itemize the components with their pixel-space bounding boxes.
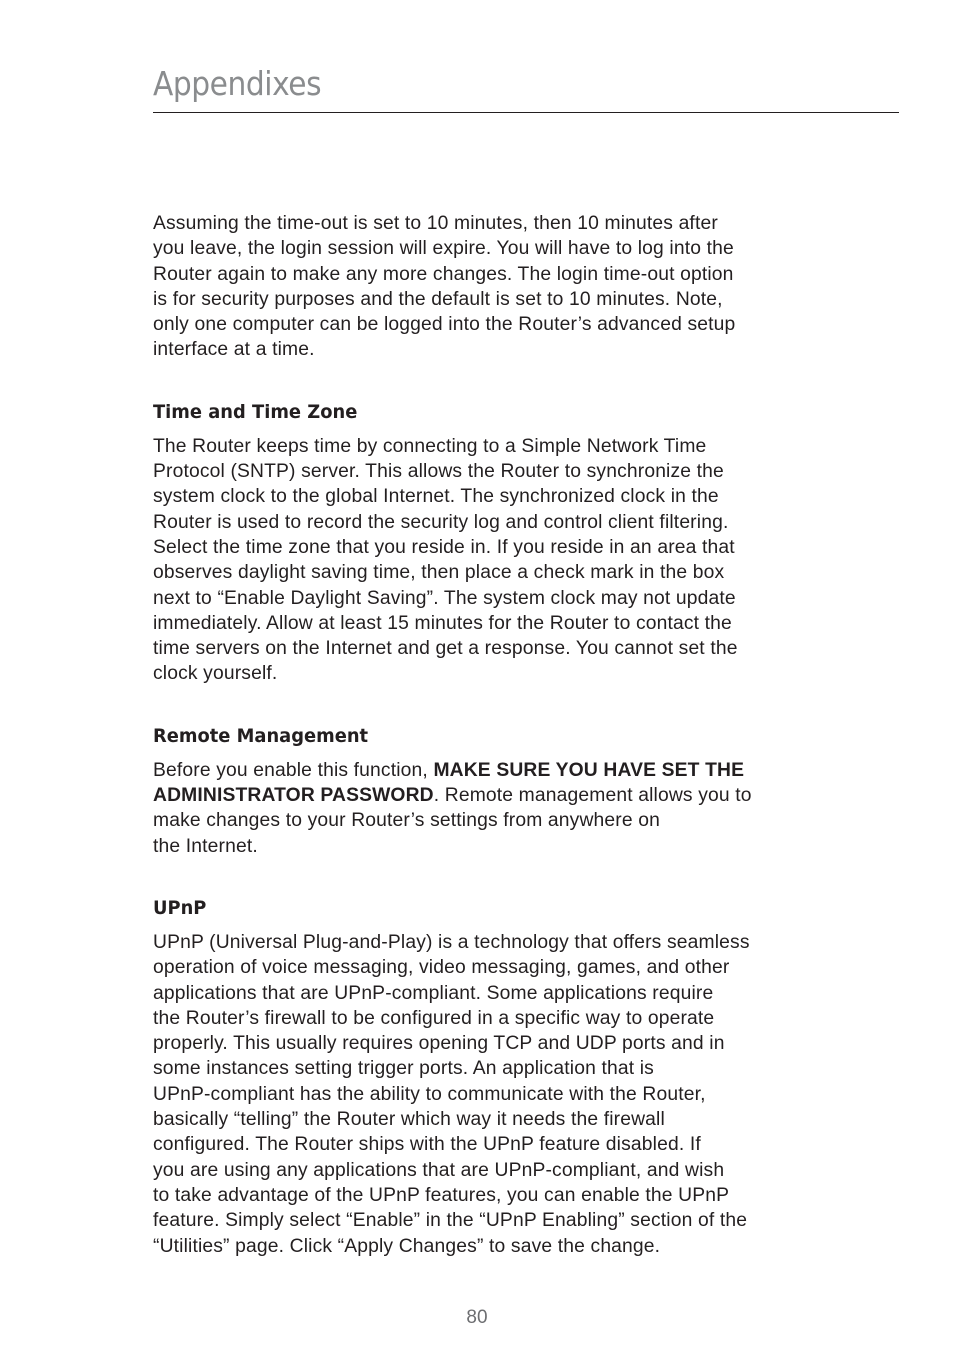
paragraph-line: time servers on the Internet and get a response. You cannot set the	[153, 638, 738, 660]
paragraph-line: observes daylight saving time, then place a check mark in the box	[153, 562, 725, 584]
intro-paragraph	[153, 211, 863, 363]
upnp-paragraph	[153, 930, 863, 1259]
paragraph-line: system clock to the global Internet. The synchronized clock in the	[153, 486, 719, 508]
paragraph-line: Assuming the time-out is set to 10 minutes, then 10 minutes after	[153, 213, 718, 234]
paragraph-line: configured. The Router ships with the UPnP feature disabled. If	[153, 1134, 701, 1156]
paragraph-line: next to “Enable Daylight Saving”. The system clock may not update	[153, 587, 736, 609]
paragraph-line: basically “telling” the Router which way it needs the firewall	[153, 1109, 665, 1131]
page-number: 80	[466, 1307, 488, 1328]
paragraph-line	[153, 783, 863, 808]
paragraph-line: Protocol (SNTP) server. This allows the Router to synchronize the	[153, 461, 724, 483]
paragraph-text: Before you enable this function,	[153, 759, 434, 781]
emphasis-text: ADMINISTRATOR PASSWORD	[153, 785, 434, 807]
paragraph-line: to take advantage of the UPnP features, you can enable the UPnP	[153, 1184, 730, 1206]
paragraph-line: UPnP-compliant has the ability to communicate with the Router,	[153, 1083, 706, 1105]
paragraph-line: the Internet.	[153, 835, 258, 857]
paragraph-line: interface at a time.	[153, 339, 315, 361]
paragraph-line: operation of voice messaging, video messaging, games, and other	[153, 957, 730, 979]
paragraph-line: immediately. Allow at least 15 minutes for the Router to contact the	[153, 612, 732, 634]
paragraph-line: you leave, the login session will expire. You will have to log into the	[153, 238, 734, 260]
paragraph-line: some instances setting trigger ports. An application that is	[153, 1058, 654, 1080]
page-title: Appendixes	[153, 64, 322, 103]
paragraph-line: make changes to your Router’s settings from anywhere on	[153, 810, 660, 832]
paragraph-line: you are using any applications that are UPnP-compliant, and wish	[153, 1159, 725, 1181]
paragraph-line: Router again to make any more changes. The login time-out option	[153, 263, 734, 285]
section-heading-remote-management: Remote Management	[153, 724, 369, 747]
paragraph-line: Router is used to record the security log and control client filtering.	[153, 511, 729, 533]
paragraph-line: only one computer can be logged into the Router’s advanced setup	[153, 314, 736, 336]
paragraph-line: the Router’s firewall to be configured in a specific way to operate	[153, 1007, 715, 1029]
paragraph-line: feature. Simply select “Enable” in the “UPnP Enabling” section of the	[153, 1210, 748, 1232]
section-heading-time-zone: Time and Time Zone	[153, 400, 358, 423]
paragraph-line: Select the time zone that you reside in. If you reside in an area that	[153, 536, 735, 558]
paragraph-line: clock yourself.	[153, 663, 278, 685]
emphasis-text: MAKE SURE YOU HAVE SET THE	[433, 759, 745, 781]
paragraph-line: UPnP (Universal Plug-and-Play) is a technology that offers seamless	[153, 931, 750, 953]
paragraph-text: . Remote management allows you to	[433, 785, 752, 807]
remote-management-paragraph	[153, 758, 863, 859]
page-header	[153, 62, 899, 106]
paragraph-line: The Router keeps time by connecting to a Simple Network Time	[153, 435, 707, 457]
section-heading-upnp: UPnP	[153, 896, 207, 919]
header-rule	[153, 112, 899, 113]
paragraph-line: is for security purposes and the default is set to 10 minutes. Note,	[153, 288, 723, 310]
time-zone-paragraph	[153, 434, 863, 687]
page-content	[153, 211, 863, 1259]
paragraph-line: properly. This usually requires opening TCP and UDP ports and in	[153, 1033, 725, 1055]
paragraph-line: “Utilities” page. Click “Apply Changes” to save the change.	[153, 1235, 661, 1257]
paragraph-line: applications that are UPnP-compliant. Some applications require	[153, 982, 714, 1004]
paragraph-line	[153, 758, 863, 783]
